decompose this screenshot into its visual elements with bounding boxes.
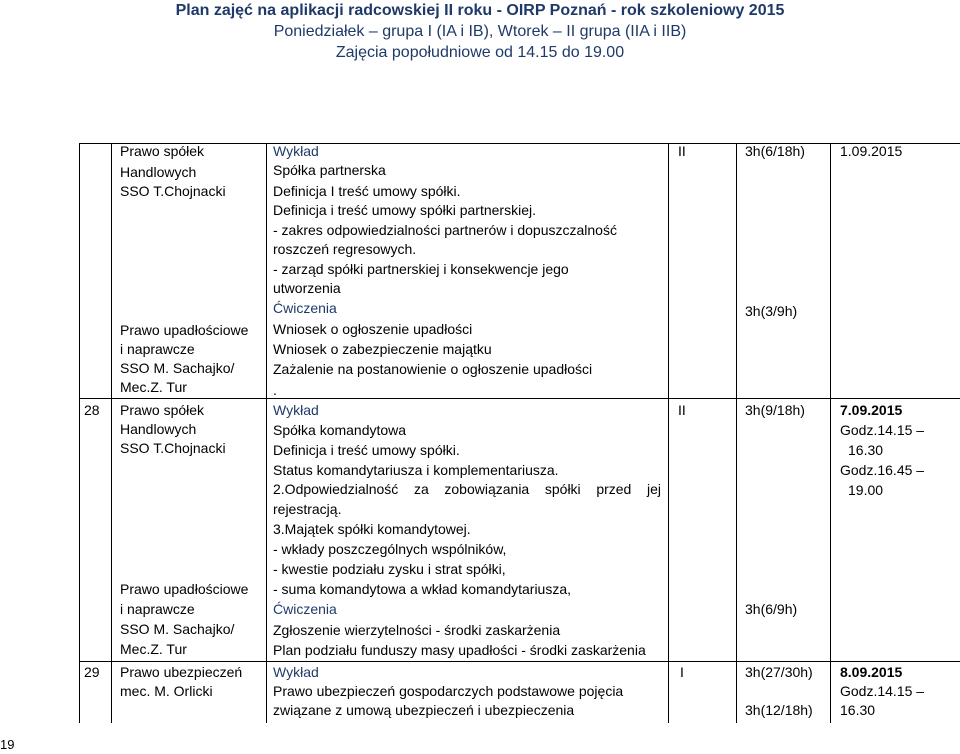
schedule-groups: Poniedziałek – grupa I (IA i IB), Wtorek – II grupa (IIA i IIB) (273, 23, 687, 40)
content-line: . (273, 382, 277, 398)
lecturer: SSO M. Sachajko/ (120, 360, 235, 376)
content-line: - wkłady poszczególnych wspólników, (273, 541, 507, 557)
subject-line: Prawo spółek (120, 402, 205, 418)
subject-line: i naprawcze (120, 341, 195, 357)
table-left-border (79, 143, 80, 723)
content-line: Definicja i treść umowy spółki. (273, 442, 460, 458)
section-label: Wykład (273, 143, 319, 159)
content-line: Wniosek o zabezpieczenie majątku (273, 341, 492, 357)
subject-line: i naprawcze (120, 601, 195, 617)
schedule-hours: Zajęcia popołudniowe od 14.15 do 19.00 (335, 44, 625, 61)
content-line: utworzenia (273, 280, 341, 296)
content-line: związane z umową ubezpieczeń i ubezpieczenia (273, 702, 575, 718)
content-line: 3.Majątek spółki komandytowej. (273, 521, 471, 537)
content-line: - zarząd spółki partnerskiej i konsekwencje jego (273, 261, 569, 277)
row-number: 28 (84, 402, 100, 418)
content-line: Definicja i treść umowy spółki partnerskiej. (273, 202, 536, 218)
row-divider (79, 398, 960, 399)
section-label: Wykład (273, 402, 319, 418)
hours-exercises: 3h(6/9h) (745, 601, 798, 617)
subject-line: Handlowych (120, 164, 197, 180)
column-divider (736, 143, 737, 723)
date-cell: 8.09.2015 (840, 664, 903, 680)
date-cell: 7.09.2015 (840, 402, 903, 418)
content-line: 2.Odpowiedzialność za zobowiązania spółki przed jej (273, 481, 661, 497)
group-cell: I (680, 664, 684, 680)
section-label: Wykład (273, 664, 319, 680)
subject-line: Prawo upadłościowe (120, 322, 249, 338)
content-line: Zgłoszenie wierzytelności - środki zaskarżenia (273, 622, 561, 638)
group-cell: II (678, 402, 686, 418)
section-label: Ćwiczenia (273, 300, 337, 316)
content-line: Definicja I treść umowy spółki. (273, 183, 461, 199)
page-number: 19 (0, 737, 15, 752)
content-line: Prawo ubezpieczeń gospodarczych podstawowe pojęcia (273, 683, 624, 699)
time-range: Godz.14.15 – (840, 422, 925, 438)
lecturer: Mec.Z. Tur (120, 641, 187, 657)
table-top-border (79, 143, 960, 144)
time-range: Godz.16.45 – (840, 462, 925, 478)
lecturer: SSO T.Chojnacki (120, 440, 226, 456)
hours-lecture: 3h(27/30h) (745, 664, 813, 680)
time-range: 16.30 (848, 442, 884, 458)
hours-lecture: 3h(6/18h) (745, 143, 805, 159)
subject-line: Handlowych (120, 421, 197, 437)
content-line: Wniosek o ogłoszenie upadłości (273, 321, 473, 337)
section-label: Ćwiczenia (273, 601, 337, 617)
page-title: Plan zajęć na aplikacji radcowskiej II roku - OIRP Poznań - rok szkoleniowy 2015 (175, 2, 785, 19)
subject-line: Prawo ubezpieczeń (120, 664, 243, 680)
date-cell: 1.09.2015 (840, 143, 903, 159)
subject-line: Prawo upadłościowe (120, 581, 249, 597)
time-range: Godz.14.15 – (840, 683, 925, 699)
content-line: Status komandytariusza i komplementariusza. (273, 462, 559, 478)
time-range: 16.30 (840, 702, 876, 718)
content-line: Zażalenie na postanowienie o ogłoszenie upadłości (273, 361, 593, 377)
content-line: rejestracją. (273, 501, 342, 517)
content-line: Spółka komandytowa (273, 422, 407, 438)
row-divider (79, 661, 960, 662)
lecturer: Mec.Z. Tur (120, 379, 187, 395)
column-divider (111, 143, 112, 723)
content-line: Spółka partnerska (273, 162, 386, 178)
group-cell: II (678, 143, 686, 159)
content-line: - kwestie podziału zysku i strat spółki, (273, 561, 506, 577)
lecturer: SSO T.Chojnacki (120, 183, 226, 199)
column-divider (668, 143, 669, 723)
lecturer: mec. M. Orlicki (120, 683, 213, 699)
time-range: 19.00 (848, 482, 884, 498)
hours-lecture: 3h(9/18h) (745, 402, 805, 418)
hours-exercises: 3h(12/18h) (745, 702, 813, 718)
column-divider (266, 143, 267, 723)
content-line: - suma komandytowa a wkład komandytariusza, (273, 581, 572, 597)
subject-line: Prawo spółek (120, 143, 205, 159)
hours-exercises: 3h(3/9h) (745, 303, 798, 319)
content-line: roszczeń regresowych. (273, 241, 417, 257)
content-line: - zakres odpowiedzialności partnerów i dopuszczalność (273, 222, 617, 238)
lecturer: SSO M. Sachajko/ (120, 621, 235, 637)
column-divider (830, 143, 831, 723)
content-line: Plan podziału funduszy masy upadłości - środki zaskarżenia (273, 642, 646, 658)
row-number: 29 (84, 664, 100, 680)
